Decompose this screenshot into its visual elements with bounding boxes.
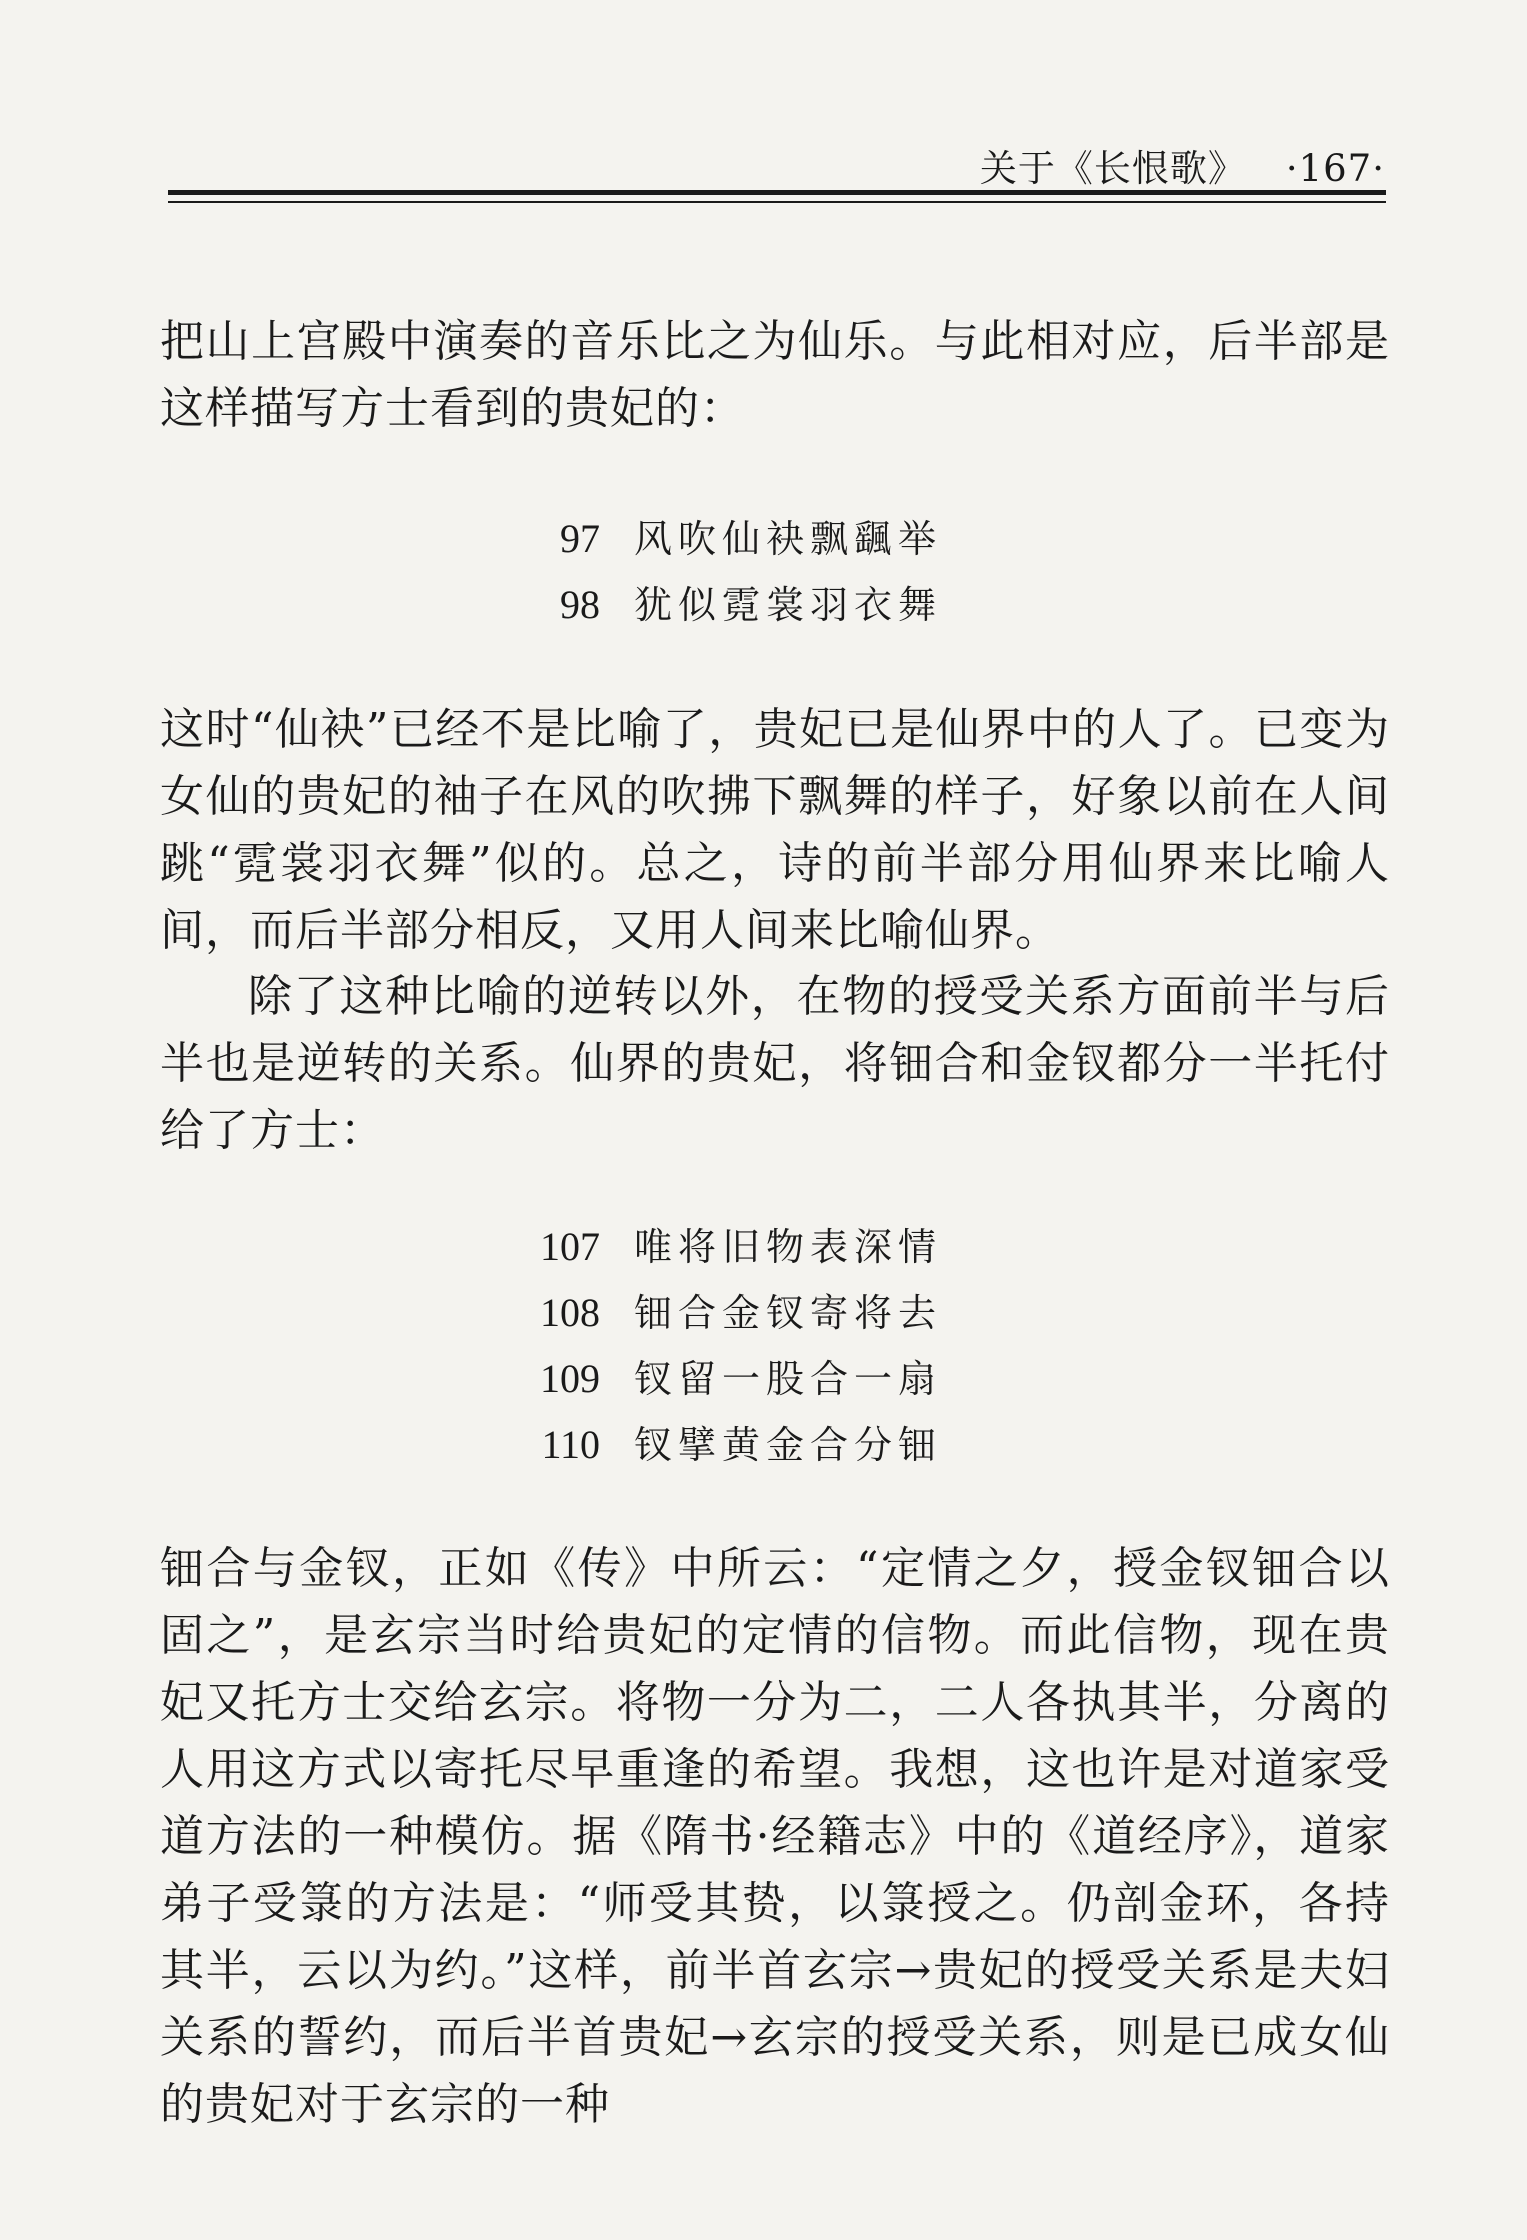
verse-line [470,1282,942,1344]
header-rule-thick [168,190,1386,195]
verse-number: 109 [540,1356,600,1401]
header-rule-thin [168,201,1386,203]
chapter-title: 关于《长恨歌》 [979,147,1246,190]
verse-number: 97 [560,516,600,561]
verse-line [470,574,942,636]
verse-number: 110 [541,1422,600,1467]
paragraph-1: 把山上宫殿中演奏的音乐比之为仙乐。与此相对应，后半部是这样描写方士看到的贵妃的： [160,316,1390,434]
paragraph-2: 这时“仙袂”已经不是比喻了，贵妃已是仙界中的人了。已变为女仙的贵妃的袖子在风的吹拂下飘舞的样子，好象以前在人间跳“霓裳羽衣舞”似的。总之，诗的前半部分用仙界来比喻人间，而后半部分相反，又用人间来比喻仙界。 [160,704,1390,956]
verse-line [470,1216,942,1278]
verse-number: 98 [560,582,600,627]
verse-text: 钿合金钗寄将去 [634,1291,943,1335]
verse-number: 107 [540,1224,600,1269]
paragraph-3: 除了这种比喻的逆转以外，在物的授受关系方面前半与后半也是逆转的关系。仙界的贵妃，将钿合和金钗都分一半托付给了方士： [160,971,1390,1156]
verse-text: 犹似霓裳羽衣舞 [634,583,943,627]
verse-line [470,508,942,570]
verse-text: 唯将旧物表深情 [634,1225,943,1269]
verse-line [470,1348,942,1410]
verse-number: 108 [540,1290,600,1335]
verse-text: 风吹仙袂飘颻举 [634,517,943,561]
page-number: ·167· [1285,147,1385,190]
verse-text: 钗擘黄金合分钿 [634,1423,943,1467]
running-head [170,138,1385,192]
paragraph-4: 钿合与金钗，正如《传》中所云：“定情之夕，授金钗钿合以固之”，是玄宗当时给贵妃的定情的信物。而此信物，现在贵妃又托方士交给玄宗。将物一分为二，二人各执其半，分离的人用这方式以寄托尽早重逢的希望。我想，这也许是对道家受道方法的一种模仿。据《隋书·经籍志》中的《道经序》，道家弟子受箓的方法是：“师受其贽，以箓授之。仍剖金环，各持其半，云以为约。”这样，前半首玄宗→贵妃的授受关系是夫妇关系的誓约，而后半首贵妃→玄宗的授受关系，则是已成女仙的贵妃对于玄宗的一种 [160,1543,1390,2130]
verse-line [470,1414,942,1476]
verse-text: 钗留一股合一扇 [634,1357,943,1401]
